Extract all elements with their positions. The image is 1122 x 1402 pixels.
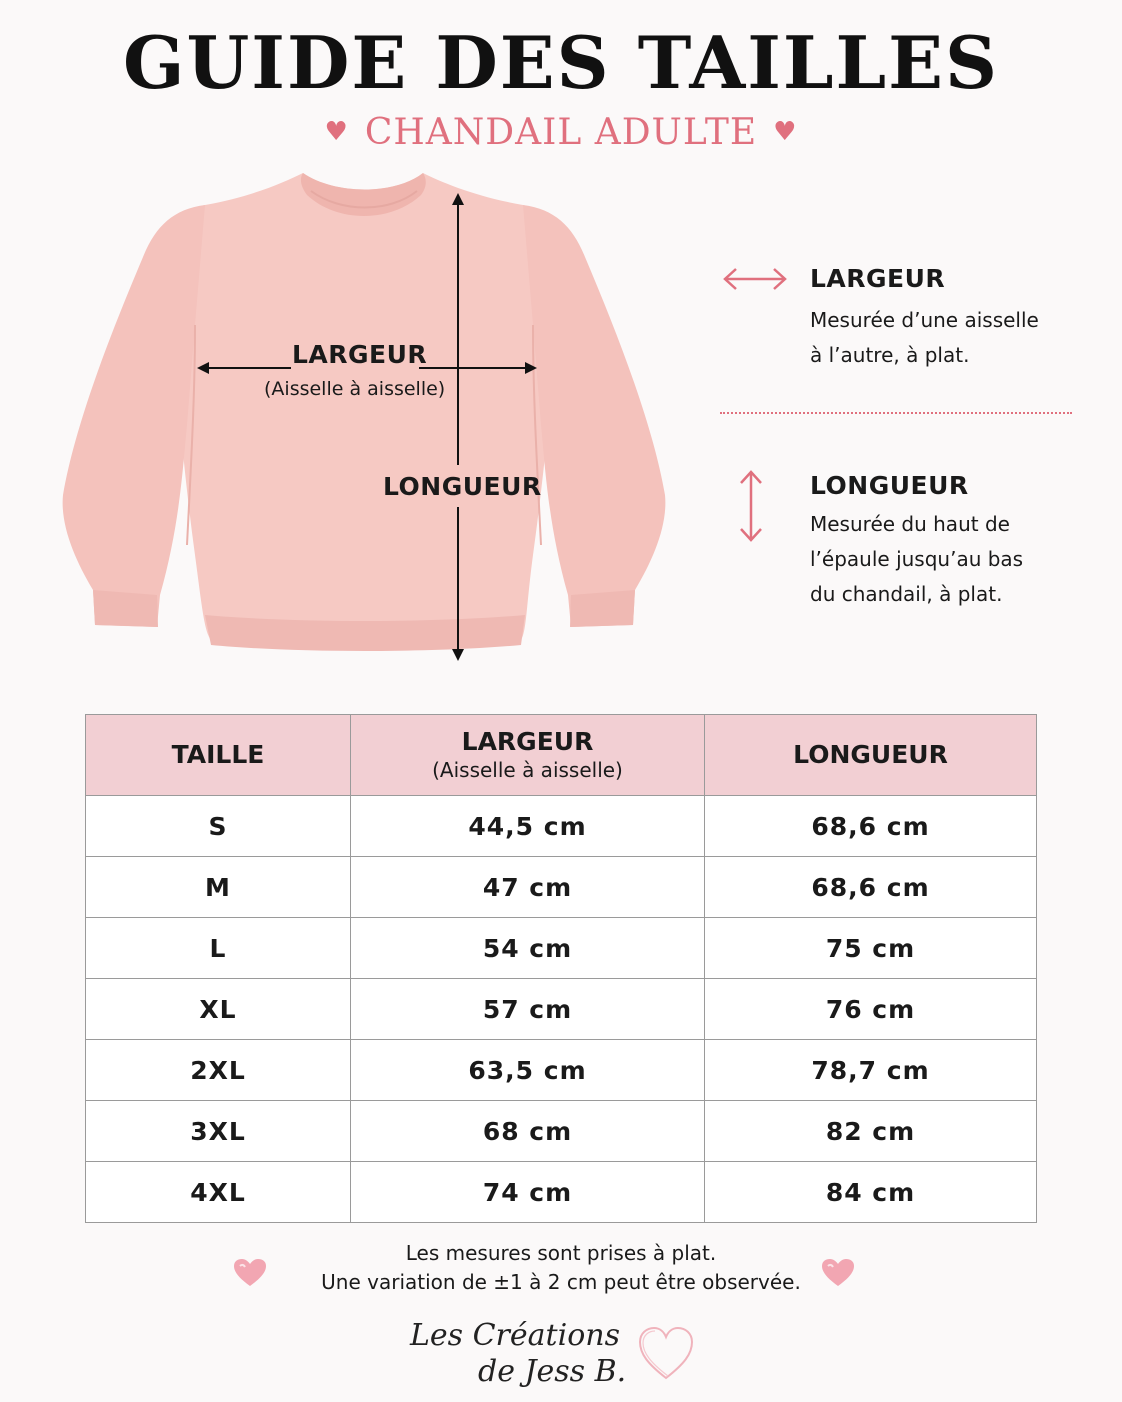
cell-width: 54 cm [351, 918, 705, 979]
legend-length-title: LONGUEUR [810, 471, 969, 500]
cell-width: 63,5 cm [351, 1040, 705, 1101]
header-width-text: LARGEUR [461, 727, 594, 756]
cell-length: 68,6 cm [705, 857, 1037, 918]
table-row [86, 979, 1037, 1040]
cell-size: 4XL [86, 1162, 351, 1223]
signature-line: Les Créations [410, 1318, 620, 1353]
header-width [351, 715, 705, 796]
subtitle-text: CHANDAIL ADULTE [364, 112, 758, 153]
header-width-subtext: (Aisselle à aisselle) [432, 758, 623, 782]
cell-width: 68 cm [351, 1101, 705, 1162]
cell-size: 3XL [86, 1101, 351, 1162]
cell-length: 78,7 cm [705, 1040, 1037, 1101]
vertical-arrow-icon [736, 468, 766, 544]
header-length-text: LONGUEUR [793, 740, 948, 769]
legend-width-desc-line: à l’autre, à plat. [810, 343, 970, 367]
diagram-length-label: LONGUEUR [383, 472, 542, 501]
page-title: GUIDE DES TAILLES [122, 20, 1000, 105]
table-row [86, 1040, 1037, 1101]
cell-length: 76 cm [705, 979, 1037, 1040]
table-row [86, 918, 1037, 979]
table-header-row [86, 715, 1037, 796]
sweater-illustration [63, 173, 666, 651]
legend-width-title: LARGEUR [810, 264, 946, 293]
cell-size: XL [86, 979, 351, 1040]
signature-line: de Jess B. [478, 1354, 627, 1389]
measurement-note [0, 1239, 1122, 1297]
table-row [86, 1101, 1037, 1162]
header-length [705, 715, 1037, 796]
cell-length: 75 cm [705, 918, 1037, 979]
heart-icon: ♥ [773, 117, 798, 147]
diagram-width-sublabel: (Aisselle à aisselle) [264, 378, 446, 400]
cell-width: 57 cm [351, 979, 705, 1040]
outline-heart-icon [636, 1324, 696, 1384]
header-size-text: TAILLE [171, 740, 265, 769]
size-table [85, 714, 1037, 1223]
legend-length-desc-line: du chandail, à plat. [810, 582, 1003, 606]
legend-length-desc-line: l’épaule jusqu’au bas [810, 547, 1024, 571]
table-row [86, 796, 1037, 857]
heart-icon: ♥ [324, 117, 349, 147]
cell-length: 82 cm [705, 1101, 1037, 1162]
table-row [86, 857, 1037, 918]
cell-width: 44,5 cm [351, 796, 705, 857]
table-row [86, 1162, 1037, 1223]
header-size [86, 715, 351, 796]
cell-length: 68,6 cm [705, 796, 1037, 857]
legend-width-description [810, 303, 1070, 373]
brand-signature [410, 1318, 630, 1390]
diagram-width-label: LARGEUR [292, 340, 428, 369]
cell-width: 74 cm [351, 1162, 705, 1223]
legend-divider [720, 412, 1072, 414]
cell-size: L [86, 918, 351, 979]
cell-width: 47 cm [351, 857, 705, 918]
note-line: Une variation de ±1 à 2 cm peut être observée. [321, 1270, 801, 1294]
cell-size: M [86, 857, 351, 918]
horizontal-arrow-icon [720, 264, 790, 294]
sweater-diagram [55, 165, 685, 685]
legend-width-desc-line: Mesurée d’une aisselle [810, 308, 1039, 332]
legend-length-description [810, 507, 1070, 612]
cell-size: S [86, 796, 351, 857]
legend-length-desc-line: Mesurée du haut de [810, 512, 1010, 536]
cell-size: 2XL [86, 1040, 351, 1101]
page-subtitle [0, 112, 1122, 153]
note-line: Les mesures sont prises à plat. [405, 1241, 717, 1265]
cell-length: 84 cm [705, 1162, 1037, 1223]
